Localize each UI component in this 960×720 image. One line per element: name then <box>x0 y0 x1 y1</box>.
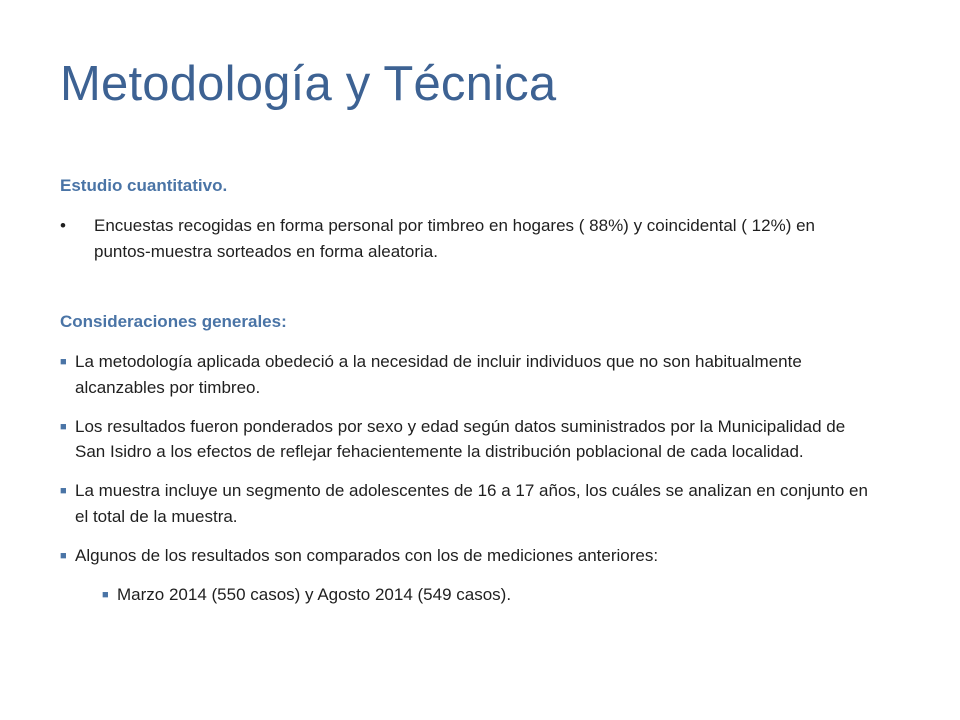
square-bullet-icon: ■ <box>60 355 67 368</box>
list-item-ponderados <box>60 414 870 466</box>
list-item-text: Algunos de los resultados son comparados con los de mediciones anteriores: <box>75 545 659 565</box>
list-item-adolescentes <box>60 478 870 530</box>
section-heading-estudio: Estudio cuantitativo. <box>60 176 228 195</box>
section-heading-consideraciones: Consideraciones generales: <box>60 311 287 331</box>
bullet-text: Encuestas recogidas en forma personal por timbreo en hogares ( 88%) y coincidental ( 12%) en puntos-muestra sorteados en forma aleatoria. <box>94 216 815 261</box>
round-bullet-icon: • <box>60 216 66 236</box>
list-item-text: La metodología aplicada obedeció a la necesidad de incluir individuos que no son habitualmente alcanzables por timbreo. <box>75 351 802 397</box>
square-bullet-icon: ■ <box>60 420 67 433</box>
list-item-metodologia <box>60 349 870 401</box>
slide-content <box>60 175 870 607</box>
bullet-item-encuestas <box>60 213 870 265</box>
square-bullet-icon: ■ <box>102 588 109 601</box>
list-item-text: La muestra incluye un segmento de adolescentes de 16 a 17 años, los cuáles se analizan en conjunto en el total de la muestra. <box>75 481 868 526</box>
list-item-text: Los resultados fueron ponderados por sexo y edad según datos suministrados por la Municipalidad de San Isidro a los efectos de reflejar fehacientemente la distribución poblacional de cada localidad. <box>75 416 846 462</box>
sub-list-item-text: Marzo 2014 (550 casos) y Agosto 2014 (549 casos). <box>117 584 512 604</box>
slide-title: Metodología y Técnica <box>60 57 557 111</box>
square-bullet-icon: ■ <box>60 485 67 498</box>
sub-list-item-casos <box>102 582 870 608</box>
list-item-comparados <box>60 543 870 569</box>
square-bullet-icon: ■ <box>60 549 67 562</box>
